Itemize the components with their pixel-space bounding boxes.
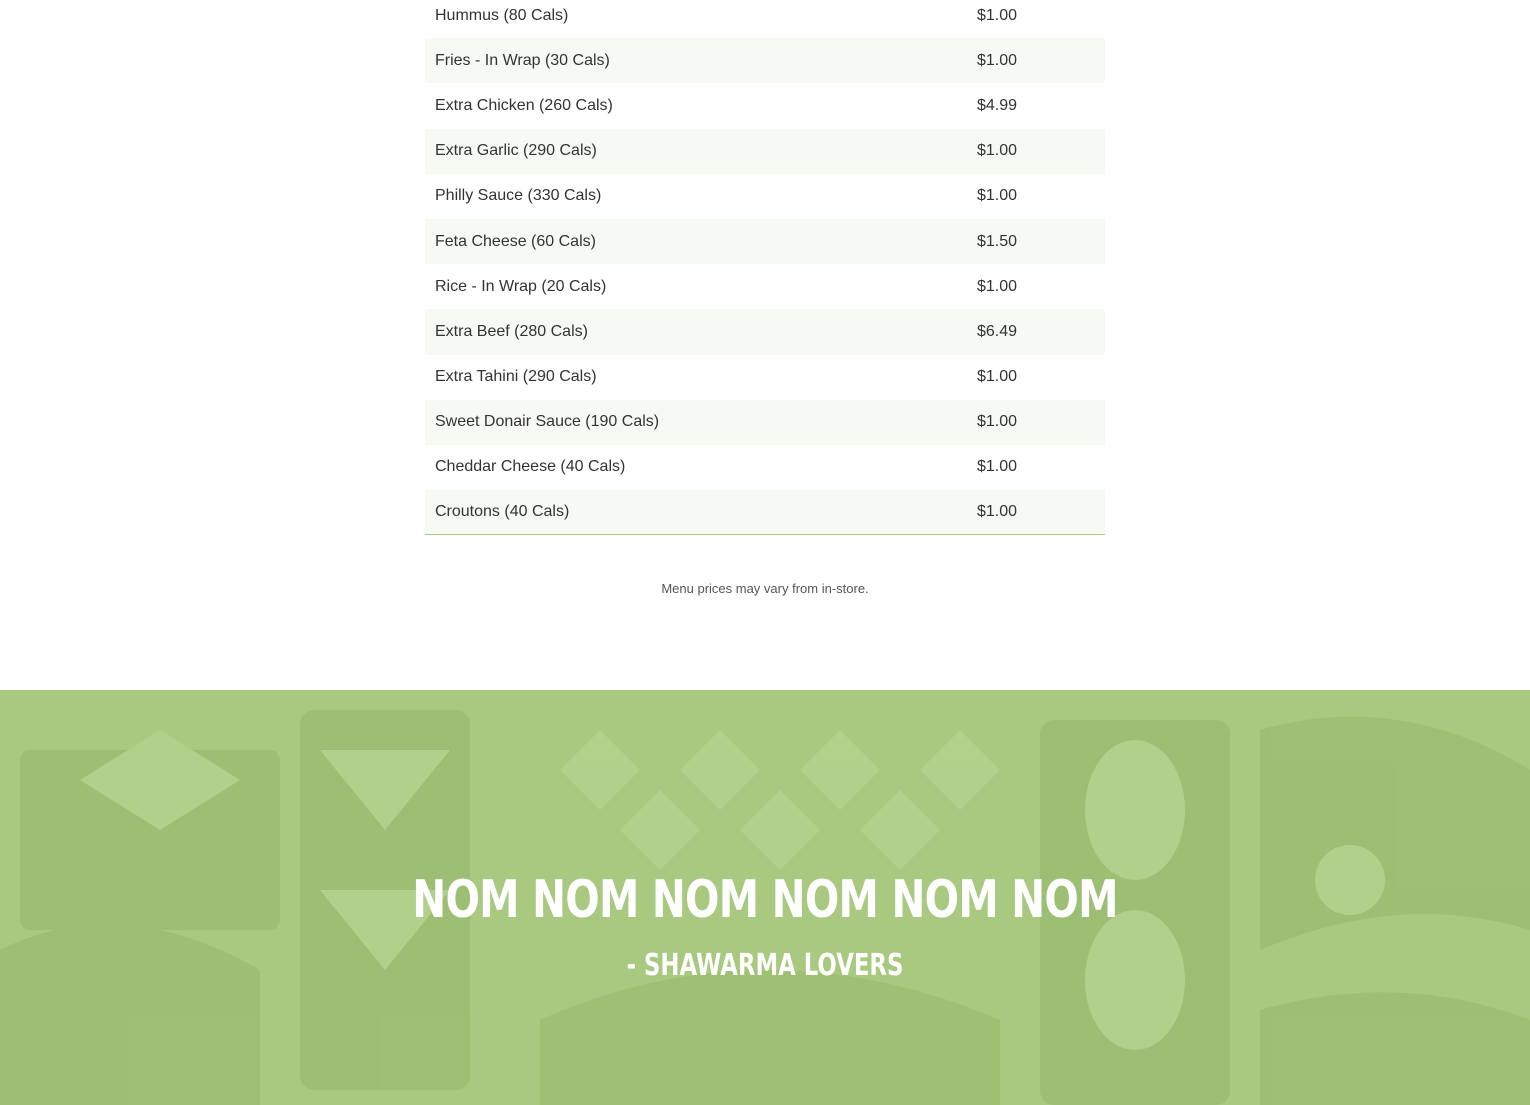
table-row [425, 174, 1105, 219]
menu-item-name: Fries - In Wrap (30 Cals) [435, 51, 610, 69]
menu-item-name: Extra Chicken (260 Cals) [435, 96, 613, 114]
menu-item-name: Sweet Donair Sauce (190 Cals) [435, 413, 660, 431]
table-row [425, 445, 1105, 490]
menu-item-name: Hummus (80 Cals) [435, 6, 569, 24]
menu-item-price: $1.00 [977, 503, 1018, 521]
table-row [425, 309, 1105, 354]
menu-item-price: $1.00 [977, 142, 1018, 160]
table-row [425, 0, 1105, 38]
menu-item-price: $1.00 [977, 458, 1018, 476]
menu-item-price: $1.00 [977, 187, 1018, 205]
testimonial-quote: NOM NOM NOM NOM NOM NOM [412, 870, 1118, 930]
testimonial-banner [0, 690, 1530, 1105]
menu-item-name: Cheddar Cheese (40 Cals) [435, 458, 626, 476]
menu-item-price: $6.49 [977, 322, 1018, 340]
menu-item-price: $1.00 [977, 277, 1018, 295]
table-row [425, 38, 1105, 83]
menu-item-price: $1.00 [977, 413, 1018, 431]
menu-item-price: $1.50 [977, 232, 1018, 250]
menu-item-price: $1.00 [977, 6, 1018, 24]
menu-table [425, 0, 1105, 535]
table-row [425, 400, 1105, 445]
table-row [425, 83, 1105, 128]
menu-item-name: Croutons (40 Cals) [435, 503, 570, 521]
menu-item-name: Extra Garlic (290 Cals) [435, 142, 597, 160]
table-row [425, 129, 1105, 174]
testimonial-attribution: - SHAWARMA LOVERS [626, 948, 904, 983]
menu-item-price: $4.99 [977, 96, 1018, 114]
menu-item-name: Extra Beef (280 Cals) [435, 322, 588, 340]
table-row [425, 264, 1105, 309]
table-row [425, 490, 1105, 535]
menu-item-name: Philly Sauce (330 Cals) [435, 187, 602, 205]
table-row [425, 355, 1105, 400]
menu-item-name: Rice - In Wrap (20 Cals) [435, 277, 607, 295]
menu-item-price: $1.00 [977, 368, 1018, 386]
table-row [425, 219, 1105, 264]
menu-item-name: Feta Cheese (60 Cals) [435, 232, 596, 250]
menu-item-name: Extra Tahini (290 Cals) [435, 368, 597, 386]
price-disclaimer: Menu prices may vary from in-store. [661, 581, 869, 596]
menu-item-price: $1.00 [977, 51, 1018, 69]
